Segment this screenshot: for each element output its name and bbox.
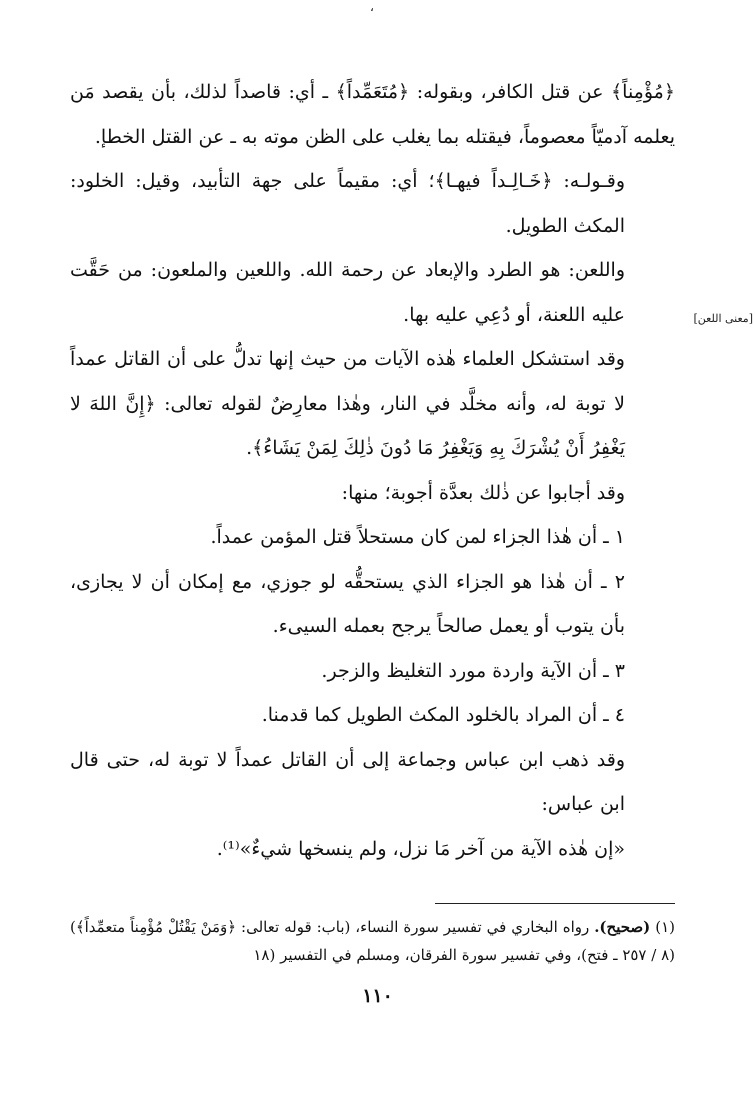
paragraph: وقد أجابوا عن ذٰلك بعدَّة أجوبة؛ منها: bbox=[341, 481, 625, 504]
footnote-marker: (١) bbox=[655, 918, 675, 936]
paragraph: ﴿مُؤْمِناً﴾ عن قتل الكافر، وبقوله: ﴿مُتَعَمِّداً﴾ ـ أي: قاصداً لذلك، بأن يقصد مَن يعلمه آدميّاً معصوماً، فيقتله بما يغلب على الظن موته به ـ عن القتل الخطإ. bbox=[70, 81, 675, 148]
margin-note: [معنى اللعن] bbox=[693, 312, 753, 325]
footnote-text: رواه البخاري في تفسير سورة النساء، (باب: قوله تعالى: ﴿وَمَنْ يَقْتُلْ مُؤْمِناً متعمِّداً﴾) (٨ / ٢٥٧ ـ فتح)، وفي تفسير سورة الفرقان، ومسلم في التفسير (١٨ bbox=[70, 918, 675, 964]
paragraph: وقـولـه: ﴿خَـالِـداً فيهـا﴾؛ أي: مقيماً على جهة التأبيد، وقيل: الخلود: المكث الطويل. bbox=[70, 170, 625, 237]
paragraph: وقد استشكل العلماء هٰذه الآيات من حيث إنها تدلُّ على أن القاتل عمداً لا توبة له، وأنه مخلَّد في النار، وهٰذا معارِضٌ لقوله تعالى: ﴿إِنَّ اللهَ لا يَغْفِرُ أَنْ يُشْرَكَ بِهِ وَيَغْفِرُ مَا دُونَ ذٰلِكَ لِمَنْ يَشَاءُ﴾. bbox=[70, 348, 625, 459]
paragraph: وقد ذهب ابن عباس وجماعة إلى أن القاتل عمداً لا توبة له، حتى قال ابن عباس: bbox=[70, 748, 625, 815]
body-text bbox=[70, 70, 675, 871]
quotation: «إن هٰذه الآية من آخر مَا نزل، ولم ينسخها شيءٌ»⁽¹⁾. bbox=[216, 837, 625, 860]
page-number: ١١٠ bbox=[362, 985, 393, 1007]
footnote-item bbox=[70, 913, 675, 969]
footnote-divider bbox=[435, 903, 675, 904]
list-item: ٤ ـ أن المراد بالخلود المكث الطويل كما قدمنا. bbox=[261, 704, 625, 726]
paragraph: واللعن: هو الطرد والإبعاد عن رحمة الله. واللعين والملعون: من حَقَّت عليه اللعنة، أو دُعِي عليه بها. bbox=[70, 259, 626, 326]
list-item: ١ ـ أن هٰذا الجزاء لمن كان مستحلاً قتل المؤمن عمداً. bbox=[210, 526, 625, 548]
top-mark: ، bbox=[370, 0, 374, 14]
list-item: ٢ ـ أن هٰذا هو الجزاء الذي يستحقُّه لو جوزي، مع إمكان أن لا يجازى، بأن يتوب أو يعمل صالحاً يرجح بعمله السيىء. bbox=[70, 570, 625, 637]
list-item: ٣ ـ أن الآية واردة مورد التغليظ والزجر. bbox=[321, 659, 625, 682]
footnote-grade: (صحيح). bbox=[594, 918, 651, 936]
footnotes bbox=[70, 913, 675, 969]
